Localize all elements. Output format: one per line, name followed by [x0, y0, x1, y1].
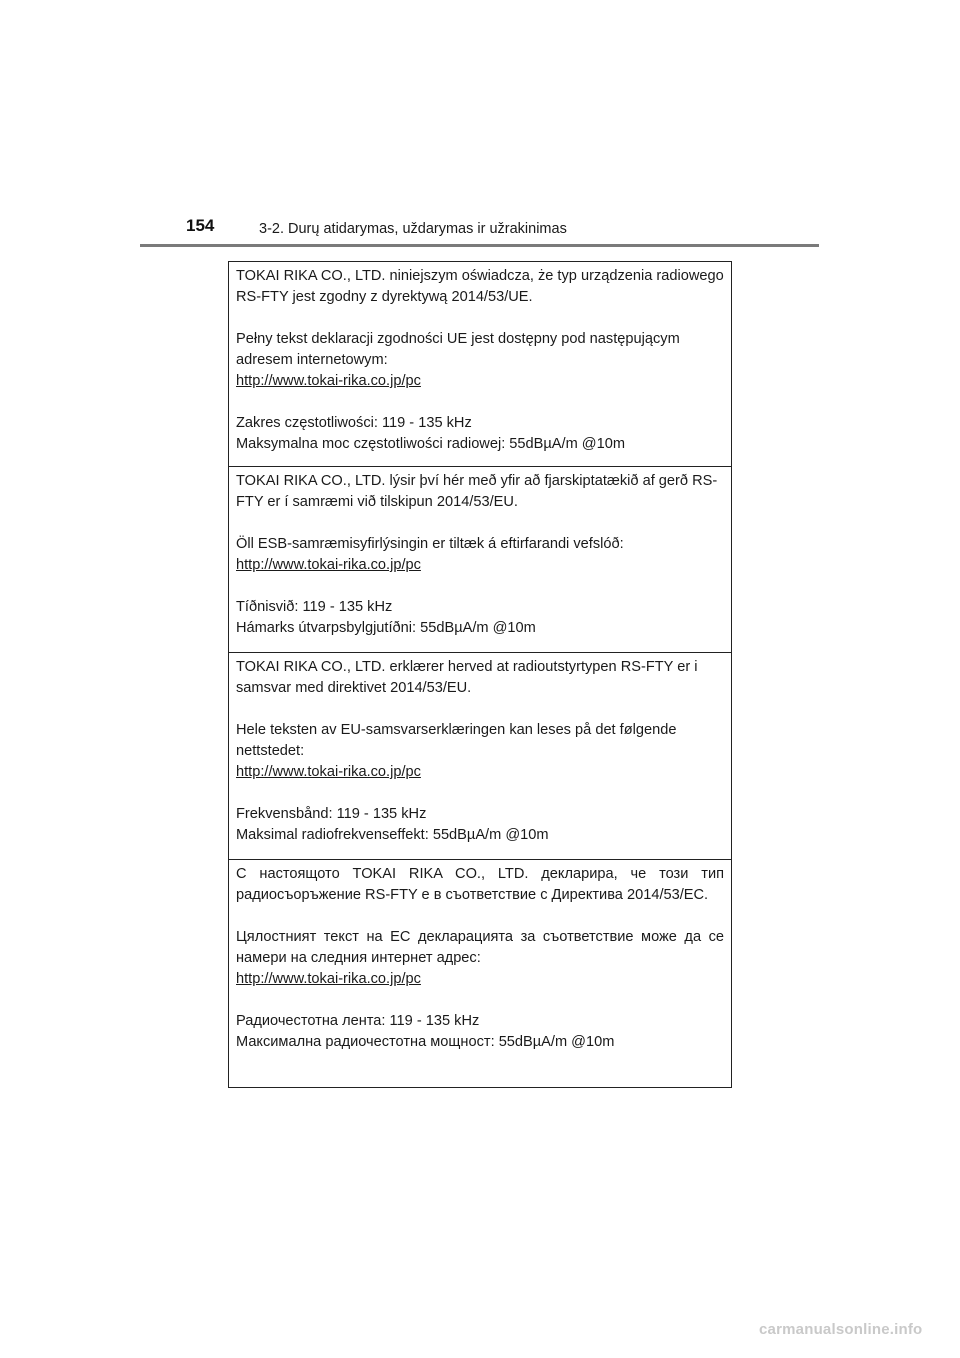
declaration-statement: TOKAI RIKA CO., LTD. niniejszym oświadcza, że typ urządzenia radiowego RS-FTY jest zgodny z dyrektywą 2014/53/UE.: [236, 268, 724, 305]
frequency-range: Frekvensbånd: 119 - 135 kHz: [236, 806, 427, 822]
declaration-url-link[interactable]: http://www.tokai-rika.co.jp/pc: [236, 557, 421, 573]
declaration-icelandic: [229, 467, 731, 653]
page-number: 154: [186, 216, 215, 235]
header-divider: [140, 244, 819, 247]
max-power: Maksymalna moc częstotliwości radiowej: 55dBµA/m @10m: [236, 436, 626, 452]
declaration-norwegian: [229, 653, 731, 860]
max-power: Maksimal radiofrekvenseffekt: 55dBµA/m @10m: [236, 827, 549, 843]
declaration-url-link[interactable]: http://www.tokai-rika.co.jp/pc: [236, 373, 421, 389]
declaration-text-intro: Цялостният текст на ЕС декларацията за съответствие може да се намери на следния интернет адрес:: [236, 929, 724, 966]
declaration-statement: С настоящото TOKAI RIKA CO., LTD. декларира, че този тип радиосъоръжение RS-FTY е в съответствие с Директива 2014/53/ЕС.: [236, 866, 724, 903]
declaration-statement: TOKAI RIKA CO., LTD. lýsir því hér með yfir að fjarskiptatækið af gerð RS-FTY er í samræmi við tilskipun 2014/53/EU.: [236, 473, 718, 510]
declaration-url-link[interactable]: http://www.tokai-rika.co.jp/pc: [236, 764, 421, 780]
declaration-url-link[interactable]: http://www.tokai-rika.co.jp/pc: [236, 971, 421, 987]
frequency-range: Zakres częstotliwości: 119 - 135 kHz: [236, 415, 472, 431]
declaration-text-intro: Pełny tekst deklaracji zgodności UE jest dostępny pod następującym adresem internetowym:: [236, 331, 680, 368]
frequency-range: Tíðnisvið: 119 - 135 kHz: [236, 599, 393, 615]
declaration-statement: TOKAI RIKA CO., LTD. erklærer herved at radioutstyrtypen RS-FTY er i samsvar med direktivet 2014/53/EU.: [236, 659, 698, 696]
declaration-bulgarian: [229, 860, 731, 1087]
declaration-text-intro: Hele teksten av EU-samsvarserklæringen kan leses på det følgende nettstedet:: [236, 722, 677, 759]
max-power: Hámarks útvarpsbylgjutíðni: 55dBµA/m @10m: [236, 620, 536, 636]
declaration-text-intro: Öll ESB-samræmisyfirlýsingin er tiltæk á eftirfarandi vefslóð:: [236, 536, 624, 552]
max-power: Максимална радиочестотна мощност: 55dBµA/m @10m: [236, 1034, 615, 1050]
section-title: 3-2. Durų atidarymas, uždarymas ir užrakinimas: [259, 221, 567, 237]
declarations-table: [228, 261, 732, 1088]
frequency-range: Радиочестотна лента: 119 - 135 kHz: [236, 1013, 480, 1029]
footer-watermark: carmanualsonline.info: [759, 1321, 923, 1338]
declaration-polish: [229, 262, 731, 467]
